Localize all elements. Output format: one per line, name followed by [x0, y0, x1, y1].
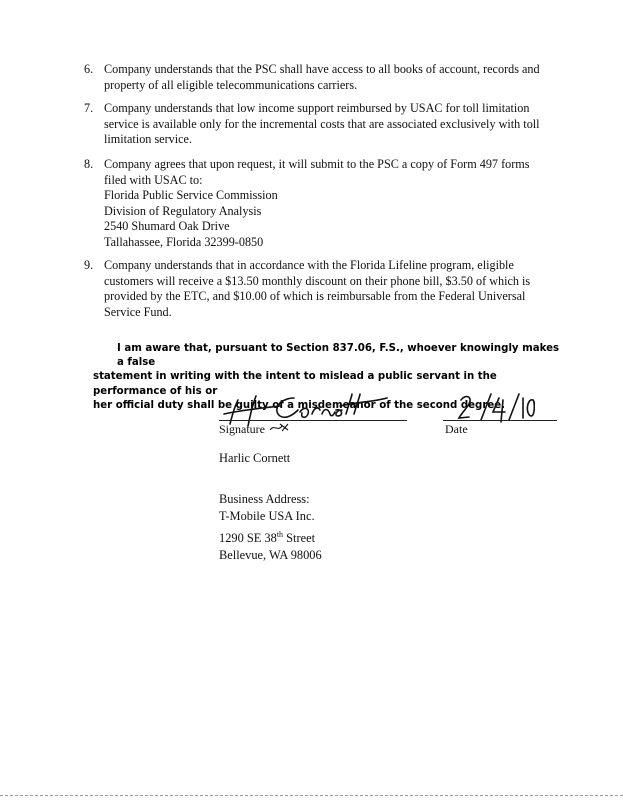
- item-number: 9.: [84, 258, 94, 272]
- item-line: Company agrees that upon request, it will submit to the PSC a copy of Form 497 forms: [104, 157, 530, 171]
- item-line: Florida Public Service Commission: [104, 188, 278, 203]
- item-line: Tallahassee, Florida 32399-0850: [104, 234, 264, 249]
- signature-initials-mark: [268, 420, 292, 434]
- signature-label: Signature: [219, 422, 265, 436]
- item-line: property of all eligible telecommunications carriers.: [104, 77, 358, 92]
- business-address: [219, 491, 322, 565]
- item-line: limitation service.: [104, 132, 192, 147]
- list-item-8: [84, 157, 556, 251]
- item-text: [104, 157, 556, 251]
- item-line: filed with USAC to:: [104, 172, 203, 187]
- item-line: Company understands that low income support reimbursed by USAC for toll limitation: [104, 101, 530, 115]
- street-number: 1290 SE 38: [219, 530, 277, 545]
- list-item-6: [84, 62, 556, 93]
- address-city: Bellevue, WA 98006: [219, 548, 322, 563]
- item-line: provided by the ETC, and $10.00 of which is reimbursable from the Federal Universal: [104, 289, 526, 304]
- date-line: [443, 420, 557, 421]
- warning-line: I am aware that, pursuant to Section 837.06, F.S., whoever knowingly makes a false: [117, 343, 560, 369]
- item-line: Division of Regulatory Analysis: [104, 203, 262, 218]
- item-line: 2540 Shumard Oak Drive: [104, 219, 230, 234]
- list-item-9: [84, 258, 556, 320]
- list-item-7: [84, 101, 556, 148]
- address-street: [219, 526, 322, 548]
- date-label: Date: [445, 422, 468, 436]
- street-name: Street: [283, 530, 316, 545]
- warning-line: statement in writing with the intent to mislead a public servant in the performance of his or: [93, 371, 497, 397]
- item-text: [104, 62, 556, 93]
- scan-edge-divider: [0, 795, 623, 797]
- item-text: [104, 101, 556, 148]
- item-line: Company understands that the PSC shall have access to all books of account, records and: [104, 62, 540, 76]
- street-ordinal: th: [276, 529, 284, 539]
- warning-line: her official duty shall be guilty of a misdemeanor of the second degree.: [93, 399, 506, 411]
- item-line: Service Fund.: [104, 304, 172, 319]
- item-text: [104, 258, 556, 320]
- item-line: Company understands that in accordance with the Florida Lifeline program, eligible: [104, 258, 514, 272]
- item-line: customers will receive a $13.50 monthly discount on their phone bill, $3.50 of which is: [104, 273, 531, 288]
- item-line: service is available only for the incremental costs that are associated exclusively with toll: [104, 116, 540, 131]
- item-number: 7.: [84, 101, 94, 115]
- signer-name: Harlic Cornett: [219, 451, 291, 465]
- item-number: 8.: [84, 157, 94, 171]
- signature-line: [219, 420, 407, 421]
- address-heading: Business Address:: [219, 492, 310, 506]
- address-company: T-Mobile USA Inc.: [219, 509, 315, 524]
- item-number: 6.: [84, 62, 94, 76]
